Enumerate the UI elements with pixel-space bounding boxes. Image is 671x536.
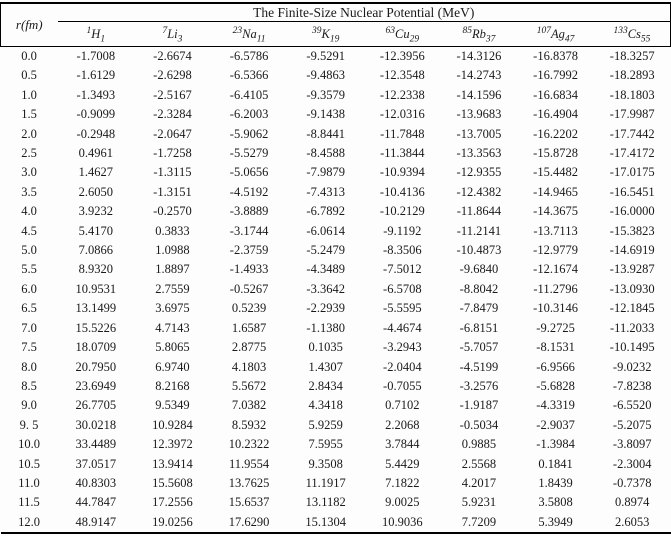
- potential-value-cell: -5.5595: [383, 301, 422, 316]
- potential-value-cell: -16.7992: [533, 68, 578, 83]
- potential-value-cell: 48.9147: [75, 514, 117, 529]
- potential-value-cell: -2.9037: [536, 417, 575, 432]
- potential-value-cell: 2.8434: [308, 378, 343, 393]
- potential-value-cell: -5.5279: [229, 146, 269, 161]
- potential-value-cell: 1.4307: [308, 359, 343, 374]
- potential-value-cell: -11.7848: [380, 126, 425, 141]
- row-label-r: 9.0: [21, 398, 37, 413]
- potential-value-cell: 8.2168: [155, 378, 190, 393]
- potential-value-cell: 3.5808: [538, 495, 573, 510]
- potential-value-cell: 37.0517: [75, 456, 117, 471]
- potential-value-cell: -13.7005: [456, 126, 502, 141]
- row-label-r: 1.5: [21, 107, 37, 122]
- row-label-r: 8.0: [21, 359, 37, 374]
- potential-value-cell: -1.7258: [153, 146, 192, 161]
- potential-value-cell: -5.7057: [459, 340, 499, 355]
- column-header-cu: $^{63}Cu_{29}$: [364, 22, 441, 47]
- potential-value-cell: -1.6129: [76, 68, 116, 83]
- potential-value-cell: -14.1596: [456, 87, 502, 102]
- potential-value-cell: -1.3151: [153, 184, 192, 199]
- potential-value-cell: 15.6537: [228, 495, 270, 510]
- potential-value-cell: 2.7559: [155, 281, 190, 296]
- potential-value-cell: -10.4873: [456, 243, 502, 258]
- potential-value-cell: 5.4429: [385, 456, 420, 471]
- potential-value-cell: -2.6674: [153, 49, 192, 63]
- potential-value-cell: 9.0025: [385, 495, 420, 510]
- potential-value-cell: -9.0232: [612, 359, 652, 374]
- potential-value-cell: 13.9414: [152, 456, 193, 471]
- nuclear-potential-table: [0, 2, 671, 534]
- potential-value-cell: 1.6587: [231, 320, 267, 335]
- table-row: [1, 280, 671, 299]
- potential-value-cell: 1.4627: [78, 165, 113, 180]
- potential-value-cell: -11.3844: [380, 146, 425, 161]
- potential-value-cell: -11.8644: [456, 204, 502, 219]
- potential-value-cell: 1.8439: [538, 475, 573, 490]
- potential-value-cell: 8.9320: [78, 262, 113, 277]
- potential-value-cell: -7.4313: [306, 184, 345, 199]
- column-header-cs: $^{133}Cs_{55}$: [594, 22, 671, 47]
- potential-value-cell: 26.7705: [75, 398, 117, 413]
- potential-value-cell: 2.6053: [615, 514, 650, 529]
- potential-value-cell: -1.3115: [153, 165, 192, 180]
- potential-value-cell: -2.0404: [383, 359, 422, 374]
- potential-value-cell: -1.4933: [229, 262, 269, 277]
- potential-value-cell: 10.9531: [75, 281, 117, 296]
- potential-value-cell: 2.5568: [461, 456, 497, 471]
- potential-value-cell: -7.8238: [612, 378, 652, 393]
- table-row: [1, 455, 671, 474]
- potential-value-cell: 4.1803: [231, 359, 267, 374]
- table-row: [1, 416, 671, 435]
- table-row: [1, 396, 671, 415]
- potential-value-cell: -4.5192: [229, 184, 269, 199]
- table-row: [1, 513, 671, 533]
- table-title: The Finite-Size Nuclear Potential (MeV): [58, 3, 671, 22]
- potential-value-cell: -2.0647: [153, 126, 192, 141]
- potential-value-cell: -3.2576: [459, 378, 499, 393]
- potential-value-cell: -9.1192: [383, 223, 422, 238]
- title-row: [1, 3, 671, 22]
- row-label-r: 8.5: [21, 378, 37, 393]
- row-label-r: 7.0: [21, 320, 37, 335]
- potential-value-cell: 4.7143: [155, 320, 190, 335]
- row-label-r: 2.5: [21, 146, 37, 161]
- table-row: [1, 202, 671, 221]
- table-row: [1, 66, 671, 85]
- potential-value-cell: -6.7892: [306, 204, 345, 219]
- potential-value-cell: 15.5608: [152, 475, 193, 490]
- potential-value-cell: 13.1499: [75, 301, 117, 316]
- potential-value-cell: 0.1035: [308, 340, 343, 355]
- potential-value-cell: 10.2322: [228, 437, 270, 452]
- potential-value-cell: 18.0709: [75, 340, 117, 355]
- potential-value-cell: 0.1841: [538, 456, 573, 471]
- potential-value-cell: -14.6919: [609, 243, 655, 258]
- potential-value-cell: 30.0218: [75, 417, 117, 432]
- row-label-r: 4.0: [21, 204, 37, 219]
- potential-value-cell: 33.4489: [75, 437, 117, 452]
- table-row: [1, 319, 671, 338]
- potential-value-cell: -18.1803: [609, 87, 655, 102]
- potential-value-cell: 10.9284: [152, 417, 193, 432]
- row-label-r: 6.5: [21, 301, 37, 316]
- table-body: [1, 47, 671, 534]
- potential-value-cell: -5.2075: [612, 417, 652, 432]
- row-label-r: 6.0: [21, 281, 37, 296]
- potential-value-cell: -1.7008: [76, 49, 116, 63]
- table-row: [1, 299, 671, 318]
- potential-value-cell: -10.1495: [609, 340, 655, 355]
- column-header-ag: $^{107}Ag_{47}$: [517, 22, 594, 47]
- table-row: [1, 358, 671, 377]
- potential-value-cell: 17.2556: [152, 495, 193, 510]
- table-row: [1, 86, 671, 105]
- potential-value-cell: -11.2141: [456, 223, 502, 238]
- row-label-r: 3.0: [21, 165, 37, 180]
- potential-value-cell: -8.8042: [459, 281, 499, 296]
- potential-value-cell: 3.9232: [78, 204, 113, 219]
- potential-value-cell: 4.3418: [308, 398, 343, 413]
- potential-value-cell: -11.2033: [610, 320, 655, 335]
- potential-value-cell: 11.9554: [228, 456, 270, 471]
- potential-value-cell: -9.2725: [536, 320, 575, 335]
- potential-value-cell: 23.6949: [75, 378, 117, 393]
- potential-value-cell: 4.2017: [461, 475, 497, 490]
- table-row: [1, 47, 671, 67]
- row-label-r: 10.0: [18, 437, 40, 452]
- row-label-r: 7.5: [21, 340, 37, 355]
- potential-value-cell: -2.3004: [612, 456, 652, 471]
- table-row: [1, 125, 671, 144]
- potential-value-cell: -12.9779: [533, 243, 578, 258]
- potential-value-cell: 19.0256: [152, 514, 193, 529]
- potential-value-cell: -15.4482: [533, 165, 578, 180]
- potential-value-cell: -9.1438: [306, 107, 345, 122]
- potential-value-cell: -1.3493: [76, 87, 116, 102]
- potential-value-cell: -18.3257: [609, 49, 655, 63]
- table-row: [1, 493, 671, 512]
- column-header-row: [1, 22, 671, 47]
- table-row: [1, 241, 671, 260]
- potential-value-cell: 13.1182: [305, 495, 346, 510]
- potential-value-cell: -0.5267: [229, 281, 269, 296]
- potential-value-cell: -12.4382: [456, 184, 502, 199]
- potential-value-cell: -0.2570: [153, 204, 192, 219]
- potential-value-cell: -2.6298: [153, 68, 192, 83]
- potential-value-cell: -6.4105: [229, 87, 269, 102]
- potential-value-cell: -12.3548: [379, 68, 425, 83]
- potential-value-cell: -14.2743: [456, 68, 502, 83]
- potential-value-cell: 20.7950: [75, 359, 117, 374]
- row-axis-label: r(fm): [1, 3, 58, 47]
- potential-value-cell: -12.1845: [609, 301, 655, 316]
- potential-value-cell: -12.0316: [379, 107, 425, 122]
- potential-value-cell: -12.1674: [533, 262, 578, 277]
- potential-value-cell: -13.3563: [456, 146, 502, 161]
- potential-value-cell: 17.6290: [228, 514, 270, 529]
- column-header-k: $^{39}K_{19}$: [287, 22, 364, 47]
- table-row: [1, 435, 671, 454]
- potential-value-cell: -3.2943: [383, 340, 422, 355]
- potential-value-cell: -9.6840: [459, 262, 499, 277]
- potential-value-cell: 5.9231: [461, 495, 497, 510]
- potential-value-cell: -7.5012: [383, 262, 422, 277]
- potential-value-cell: -13.0930: [609, 281, 655, 296]
- potential-value-cell: -6.0614: [306, 223, 345, 238]
- potential-value-cell: -12.3956: [379, 49, 425, 63]
- potential-value-cell: -10.3146: [533, 301, 578, 316]
- potential-value-cell: 10.9036: [382, 514, 423, 529]
- potential-value-cell: -0.7378: [612, 475, 652, 490]
- potential-value-cell: 15.1304: [305, 514, 346, 529]
- row-label-r: 0.0: [21, 49, 37, 63]
- potential-value-cell: -4.5199: [459, 359, 499, 374]
- potential-value-cell: -9.3579: [306, 87, 345, 102]
- table-row: [1, 260, 671, 279]
- potential-value-cell: 1.8897: [155, 262, 190, 277]
- potential-value-cell: -4.3319: [536, 398, 575, 413]
- potential-value-cell: -6.2003: [229, 107, 269, 122]
- potential-value-cell: -13.7113: [533, 223, 578, 238]
- row-label-r: 4.5: [21, 223, 37, 238]
- potential-value-cell: -1.1380: [306, 320, 345, 335]
- potential-value-cell: -15.8728: [533, 146, 578, 161]
- potential-value-cell: -2.5167: [153, 87, 192, 102]
- table-row: [1, 163, 671, 182]
- potential-value-cell: -1.3984: [536, 437, 575, 452]
- row-label-r: 10.5: [18, 456, 40, 471]
- potential-value-cell: -10.4136: [379, 184, 425, 199]
- potential-value-cell: -5.9062: [229, 126, 269, 141]
- potential-value-cell: 0.9885: [461, 437, 497, 452]
- potential-value-cell: 12.3972: [152, 437, 193, 452]
- row-label-r: 12.0: [18, 514, 40, 529]
- column-header-na: $^{23}Na_{11}$: [211, 22, 288, 47]
- potential-value-cell: -17.9987: [609, 107, 655, 122]
- table-header: [1, 3, 671, 47]
- potential-value-cell: -14.3126: [456, 49, 502, 63]
- potential-value-cell: 6.9740: [155, 359, 190, 374]
- potential-value-cell: 5.9259: [308, 417, 343, 432]
- potential-value-cell: 8.5932: [231, 417, 267, 432]
- potential-value-cell: 7.5955: [308, 437, 343, 452]
- potential-value-cell: 9.5349: [155, 398, 190, 413]
- potential-value-cell: 40.8303: [75, 475, 117, 490]
- potential-value-cell: -6.9566: [536, 359, 575, 374]
- potential-value-cell: 3.7844: [385, 437, 420, 452]
- potential-value-cell: 5.4170: [78, 223, 113, 238]
- potential-value-cell: 1.0988: [155, 243, 190, 258]
- potential-value-cell: -3.8889: [229, 204, 269, 219]
- potential-value-cell: -4.3489: [306, 262, 345, 277]
- potential-value-cell: -0.2948: [76, 126, 116, 141]
- table-row: [1, 144, 671, 163]
- potential-value-cell: -11.2796: [533, 281, 578, 296]
- potential-value-cell: -16.6834: [533, 87, 578, 102]
- potential-value-cell: -17.0175: [609, 165, 655, 180]
- potential-value-cell: -16.4904: [533, 107, 578, 122]
- potential-value-cell: 0.4961: [78, 146, 113, 161]
- potential-value-cell: 0.5239: [231, 301, 267, 316]
- potential-value-cell: -17.4172: [609, 146, 655, 161]
- potential-value-cell: -14.9465: [533, 184, 578, 199]
- row-label-r: 1.0: [21, 87, 37, 102]
- potential-value-cell: 9.3508: [308, 456, 343, 471]
- potential-value-cell: -8.8441: [306, 126, 345, 141]
- potential-value-cell: 44.7847: [75, 495, 117, 510]
- potential-value-cell: -6.5366: [229, 68, 269, 83]
- table-row: [1, 222, 671, 241]
- potential-value-cell: -2.3284: [153, 107, 192, 122]
- potential-value-cell: -0.9099: [76, 107, 116, 122]
- potential-value-cell: 7.7209: [461, 514, 497, 529]
- potential-value-cell: -8.4588: [306, 146, 345, 161]
- potential-value-cell: -7.9879: [306, 165, 345, 180]
- potential-value-cell: -12.9355: [456, 165, 502, 180]
- potential-value-cell: -6.5520: [612, 398, 652, 413]
- potential-value-cell: 7.0382: [231, 398, 267, 413]
- table-row: [1, 105, 671, 124]
- row-label-r: 2.0: [21, 126, 37, 141]
- row-label-r: 9. 5: [19, 417, 39, 432]
- potential-value-cell: -18.2893: [609, 68, 655, 83]
- potential-value-cell: 7.1822: [385, 475, 420, 490]
- potential-value-cell: -5.2479: [306, 243, 345, 258]
- potential-value-cell: 5.3949: [538, 514, 573, 529]
- potential-value-cell: 0.8974: [615, 495, 650, 510]
- potential-value-cell: 3.6975: [155, 301, 190, 316]
- potential-value-cell: -0.5034: [459, 417, 499, 432]
- potential-value-cell: 5.8065: [155, 340, 190, 355]
- column-header-h: $^1H_1$: [58, 22, 135, 47]
- row-label-r: 5.0: [21, 243, 37, 258]
- potential-value-cell: -14.3675: [533, 204, 578, 219]
- potential-value-cell: -6.5786: [229, 49, 269, 63]
- potential-value-cell: 2.8775: [231, 340, 267, 355]
- potential-value-cell: -13.9287: [609, 262, 655, 277]
- potential-value-cell: -4.4674: [383, 320, 422, 335]
- potential-value-cell: -12.2338: [379, 87, 425, 102]
- potential-value-cell: -9.5291: [306, 49, 345, 63]
- potential-value-cell: -6.5708: [383, 281, 422, 296]
- potential-value-cell: -16.8378: [533, 49, 578, 63]
- potential-value-cell: -17.7442: [609, 126, 655, 141]
- potential-value-cell: -3.8097: [612, 437, 652, 452]
- potential-value-cell: -2.2939: [306, 301, 345, 316]
- potential-value-cell: -13.9683: [456, 107, 502, 122]
- table-row: [1, 377, 671, 396]
- potential-value-cell: 7.0866: [78, 243, 113, 258]
- row-label-r: 11.5: [18, 495, 40, 510]
- row-label-r: 0.5: [21, 68, 37, 83]
- row-label-r: 11.0: [18, 475, 40, 490]
- potential-value-cell: 2.6050: [78, 184, 113, 199]
- table-row: [1, 183, 671, 202]
- potential-value-cell: 13.7625: [228, 475, 270, 490]
- potential-value-cell: -6.8151: [459, 320, 499, 335]
- potential-value-cell: 11.1917: [305, 475, 346, 490]
- potential-value-cell: -3.3642: [306, 281, 345, 296]
- potential-value-cell: 0.3833: [155, 223, 190, 238]
- potential-value-cell: -16.0000: [609, 204, 655, 219]
- potential-value-cell: -9.4863: [306, 68, 345, 83]
- potential-value-cell: -0.7055: [383, 378, 422, 393]
- table-row: [1, 338, 671, 357]
- potential-value-cell: 2.2068: [385, 417, 420, 432]
- potential-value-cell: -7.8479: [459, 301, 499, 316]
- potential-value-cell: -3.1744: [229, 223, 269, 238]
- potential-value-cell: 5.5672: [231, 378, 267, 393]
- column-header-rb: $^{85}Rb_{37}$: [441, 22, 518, 47]
- potential-value-cell: -10.9394: [379, 165, 425, 180]
- potential-value-cell: -1.9187: [459, 398, 499, 413]
- potential-value-cell: -5.6828: [536, 378, 575, 393]
- potential-value-cell: 0.7102: [385, 398, 420, 413]
- potential-value-cell: -8.3506: [383, 243, 422, 258]
- potential-value-cell: -16.5451: [609, 184, 655, 199]
- potential-value-cell: -10.2129: [379, 204, 425, 219]
- column-header-li: $^7Li_3$: [134, 22, 211, 47]
- potential-value-cell: 15.5226: [75, 320, 117, 335]
- potential-value-cell: -2.3759: [229, 243, 269, 258]
- row-label-r: 5.5: [21, 262, 37, 277]
- potential-value-cell: -5.0656: [229, 165, 269, 180]
- table-row: [1, 474, 671, 493]
- potential-value-cell: -8.1531: [536, 340, 575, 355]
- row-label-r: 3.5: [21, 184, 37, 199]
- potential-value-cell: -15.3823: [609, 223, 655, 238]
- potential-value-cell: -16.2202: [533, 126, 578, 141]
